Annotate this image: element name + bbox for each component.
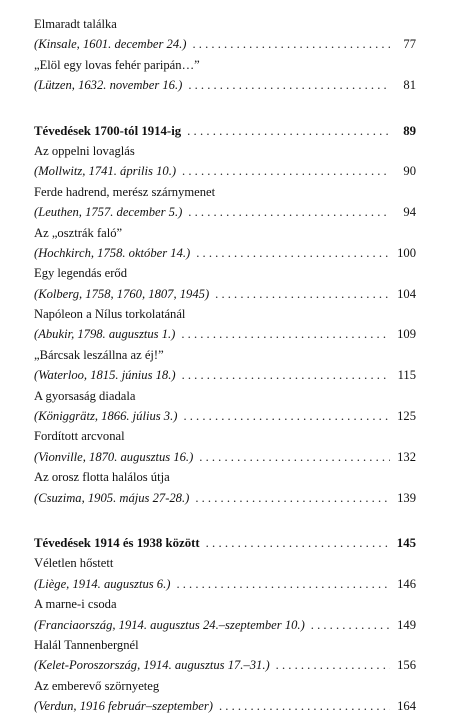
page-number: 125 [397,409,416,424]
toc-entry-subtitle: (Mollwitz, 1741. április 10.) [34,164,177,179]
leader-dots [176,574,390,594]
toc-entry [34,202,416,222]
toc-entry-subtitle: (Franciaország, 1914. augusztus 24.–szeptember 10.) [34,617,305,632]
page-number: 94 [403,205,416,220]
toc-entry [34,365,416,385]
toc-entry [34,34,416,54]
leader-dots [196,243,390,263]
page-number: 104 [397,286,416,301]
leader-dots [181,324,390,344]
leader-dots [182,161,390,181]
toc-entry-subtitle: (Königgrätz, 1866. július 3.) [34,409,178,424]
toc-entry-title: Ferde hadrend, merész szárnymenet [34,184,216,199]
toc-entry [34,406,416,426]
page-number: 164 [397,699,416,714]
toc-entry [34,161,416,181]
toc-entry-subtitle: (Kinsale, 1601. december 24.) [34,37,187,52]
toc-entry [34,574,416,594]
leader-dots [215,284,390,304]
toc-entry-title: Véletlen hőstett [34,556,114,571]
page-number: 115 [397,368,416,383]
page-number: 156 [397,658,416,673]
page-number: 132 [397,449,416,464]
toc-entry [34,324,416,344]
toc-entry-subtitle: (Abukir, 1798. augusztus 1.) [34,327,176,342]
toc-entry [34,284,416,304]
toc-entry [34,447,416,467]
page-number: 109 [397,327,416,342]
toc-entry-title: A gyorsaság diadala [34,388,136,403]
table-of-contents [34,14,416,717]
leader-dots [195,488,390,508]
leader-dots [188,75,390,95]
toc-entry-title: Elmaradt találka [34,17,117,31]
page-number: 77 [403,37,416,52]
toc-entry-title: Az „osztrák faló” [34,225,123,240]
leader-dots [193,34,391,54]
page-number: 145 [396,535,416,550]
toc-entry-title: Egy legendás erőd [34,266,128,281]
page-number: 139 [397,490,416,505]
toc-entry-subtitle: (Kelet-Poroszország, 1914. augusztus 17.–31.) [34,658,270,673]
section-spacer [34,508,416,533]
page-number: 81 [403,78,416,93]
toc-entry [34,655,416,675]
toc-entry-subtitle: (Leuthen, 1757. december 5.) [34,205,183,220]
toc-entry [34,488,416,508]
leader-dots [206,533,390,553]
toc-section-heading: Tévedések 1914 és 1938 között . . . 145 [34,533,416,553]
toc-entry-title: Halál Tannenbergnél [34,637,139,652]
toc-entry-subtitle: (Lützen, 1632. november 16.) [34,78,183,93]
toc-entry-subtitle: (Waterloo, 1815. június 18.) [34,368,176,383]
leader-dots [187,121,390,141]
leader-dots [276,655,390,675]
page-number: 90 [403,164,416,179]
toc-entry-subtitle: (Csuzima, 1905. május 27-28.) [34,490,190,505]
toc-entry-title: A marne-i csoda [34,597,117,612]
toc-entry [34,696,416,716]
toc-entry-title: Az oppelni lovaglás [34,143,135,158]
page-number: 100 [397,245,416,260]
toc-entry-subtitle: (Verdun, 1916 február–szeptember) [34,699,213,714]
section-spacer [34,96,416,121]
leader-dots [182,365,390,385]
toc-entry [34,243,416,263]
toc-entry-title: „Bárcsak leszállna az éj!” [34,347,164,362]
leader-dots [188,202,390,222]
toc-entry-subtitle: (Hochkirch, 1758. október 14.) [34,245,191,260]
leader-dots [311,615,390,635]
page-number: 146 [397,576,416,591]
toc-entry-title: Az orosz flotta halálos útja [34,470,170,485]
toc-entry-subtitle: (Liège, 1914. augusztus 6.) [34,576,171,591]
toc-entry-title: Napóleon a Nílus torkolatánál [34,307,186,322]
page-number: 89 [403,123,416,138]
toc-entry-title: Fordított arcvonal [34,429,125,444]
leader-dots [199,447,390,467]
leader-dots [219,696,390,716]
toc-entry-title: „Elöl egy lovas fehér paripán…” [34,57,200,72]
toc-entry-subtitle: (Vionville, 1870. augusztus 16.) [34,449,194,464]
leader-dots [183,406,390,426]
toc-entry-title: Az emberevő szörnyeteg [34,678,160,693]
toc-section-heading: Tévedések 1700-tól 1914-ig . . . 89 [34,121,416,141]
toc-entry [34,615,416,635]
toc-entry [34,75,416,95]
toc-entry-subtitle: (Kolberg, 1758, 1760, 1807, 1945) [34,286,210,301]
page-number: 149 [397,617,416,632]
